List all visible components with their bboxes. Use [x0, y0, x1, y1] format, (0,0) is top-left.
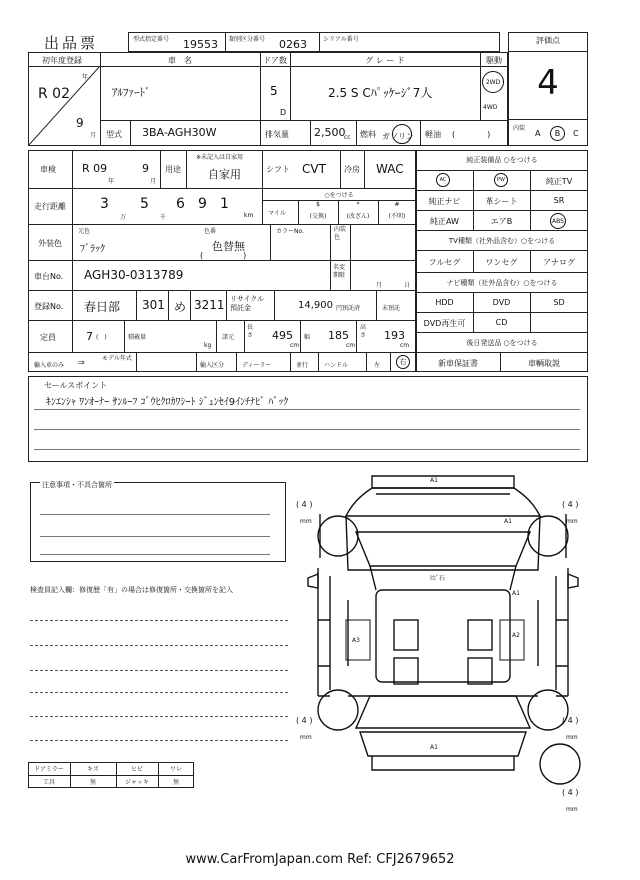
mileage-opt-tampered: (改ざん) [346, 213, 370, 220]
legend-head-mirror: ドアミラー [34, 766, 64, 773]
recycle-none: 未預託 [382, 305, 401, 312]
import-dealer: ディーラー [242, 362, 272, 369]
equip-pw-circled: PW [494, 173, 508, 187]
legend-tools: 工具 [42, 779, 55, 786]
tire-fr: ( 4 ) [562, 500, 579, 509]
equip-navi: 純正ナビ [428, 197, 461, 206]
color-label: 外装色 [38, 239, 62, 248]
tire-spare-unit: mm [566, 806, 578, 813]
load-unit: kg [204, 342, 212, 349]
first-reg-year: R 02 [38, 86, 70, 102]
interior-color-label: 内装色 [334, 226, 347, 241]
fuel-other-paren: ( ) [452, 130, 491, 139]
legend-jack-none: 無 [172, 779, 179, 786]
import-label: 輸入車のみ [34, 362, 65, 369]
damage-chip: ﾋﾋﾞ石 [430, 575, 446, 582]
use-note: ※未記入は自家用 [196, 154, 244, 161]
mileage-digit-2: 5 [140, 196, 149, 212]
chassis-value: AGH30-0313789 [84, 268, 184, 282]
ac-label: 冷房 [344, 165, 360, 174]
drive-4wd: 4WD [483, 104, 498, 111]
interior-label: 内装 [513, 125, 526, 132]
year-unit: 年 [82, 74, 89, 81]
displacement-value: 2,500 [314, 126, 346, 139]
inspection-year-unit: 年 [108, 178, 115, 185]
recycle-value: 14,900 [298, 300, 333, 311]
sales-point-label: セールスポイント [44, 381, 108, 390]
grade-name-value: 2.5 S Cﾊﾟｯｹｰｼﾞ7人 [328, 86, 433, 100]
interior-a: A [535, 129, 541, 138]
legend-tools-none: 無 [89, 779, 96, 786]
mileage-digit-3: 6 [176, 196, 185, 212]
equip-airbag: エアB [490, 217, 513, 226]
tire-rr: ( 4 ) [562, 716, 579, 725]
import-parallel: 並行 [296, 362, 309, 369]
shift-label: シフト [266, 165, 290, 174]
damage-left-a3: A3 [352, 637, 360, 644]
model-value: 3BA-AGH30W [142, 126, 217, 139]
ac-value: WAC [376, 162, 404, 176]
inspector-label: 検査員記入欄：修復歴「有」の場合は修復箇所・交換箇所を記入 [30, 586, 233, 594]
use-value: 自家用 [208, 168, 241, 181]
sales-point-text: ｷﾝｴﾝｼｬ ﾜﾝｵｰﾅｰ ｻﾝﾙｰﾌ ｺﾞｳﾋｸﾛｶﾜｼｰﾄ ｼﾞｭﾝｾｲ9ｲﾝﾁﾅﾋﾞ ﾊﾞｯｸ [46, 397, 289, 408]
chassis-label: 車台No. [34, 272, 64, 281]
mileage-opt-unknown: (不明) [388, 213, 406, 220]
height-unit: cm [400, 342, 410, 349]
doors-value: 5 [270, 84, 278, 98]
car-name-label: 車 名 [168, 56, 192, 65]
model-label: 型式 [106, 130, 122, 139]
mileage-opt-hash: # [394, 201, 400, 208]
name-change-month: 月 [376, 282, 383, 289]
width-value: 185 [328, 329, 349, 342]
serial-label: シリアル番号 [323, 36, 359, 43]
equip-leather: 革シート [485, 197, 518, 206]
notes-title: 注意事項・不具合箇所 [42, 481, 112, 489]
car-name-value: ｱﾙﾌｧｰﾄﾞ [112, 86, 151, 99]
damage-right-a1: A1 [512, 590, 520, 597]
mileage-unit-sen: 千 [160, 214, 167, 221]
rui-label: 類別区分番号 [229, 36, 266, 43]
mileage-digit-4: 9 [198, 196, 207, 212]
handle-label: ハンドル [324, 362, 349, 369]
mileage-opt-dollar: $ [316, 201, 320, 208]
capacity-paren: ( ) [96, 334, 107, 341]
displacement-unit: cc [344, 134, 351, 141]
orig-color-label: 元色 [78, 228, 91, 235]
tire-fl-unit: mm [300, 518, 312, 525]
legend-head-break: ワレ [169, 766, 182, 773]
navi-sd: SD [553, 298, 565, 307]
navi-cd: CD [495, 318, 508, 327]
drive-2wd-circled: 2WD [482, 71, 504, 93]
damage-front-a1: A1 [430, 477, 438, 484]
width-label: 幅 [304, 334, 311, 341]
kata-label: 型式指定番号 [133, 36, 170, 43]
equip-sr: SR [553, 196, 565, 205]
equipment-title: 純正装備品 ○をつける [466, 156, 538, 164]
registration-label: 登録No. [34, 302, 64, 311]
registration-class: 301 [142, 298, 165, 312]
kata-value: 19553 [183, 38, 218, 51]
inspection-label: 車検 [40, 165, 56, 174]
tv-oneseg: ワンセグ [485, 258, 518, 267]
tire-fl: ( 4 ) [296, 500, 313, 509]
tire-fr-unit: mm [566, 518, 578, 525]
shift-value: CVT [302, 162, 326, 176]
inspection-year: R 09 [82, 162, 108, 175]
registration-kana: め [174, 300, 187, 314]
legend-jack: ジャッキ [125, 779, 149, 786]
use-label: 用途 [165, 165, 181, 174]
damage-right-a2: A2 [512, 632, 520, 639]
tv-analog: アナログ [543, 258, 575, 267]
name-change-day: 日 [404, 282, 411, 289]
height-value: 193 [384, 329, 405, 342]
color-change-value: 色替無 [212, 240, 245, 253]
header-code-box [128, 32, 500, 52]
fuel-gasoline-circled: ガソリン [382, 124, 414, 143]
damage-rear-a1: A1 [430, 744, 438, 751]
length-value: 495 [272, 329, 293, 342]
mileage-opt-star: * [356, 201, 360, 208]
notes-box [30, 482, 286, 562]
tv-fullseg: フルセグ [428, 258, 461, 267]
grade-box [508, 32, 588, 146]
mileage-digit-5: 1 [220, 196, 229, 212]
color-num-label: 色番 [204, 228, 217, 235]
grade-value: 4 [537, 63, 559, 103]
import-arrow: ⇒ [78, 358, 85, 367]
mileage-unit-km: km [244, 212, 254, 219]
capacity-value: 7 [86, 330, 93, 343]
fuel-label: 燃料 [360, 130, 376, 139]
equip-ac-circled: AC [436, 173, 450, 187]
recycle-label: リサイクル預託金 [230, 295, 265, 312]
handle-right-circled: 右 [396, 355, 410, 369]
length-label: 長さ [247, 324, 254, 339]
docs-title: 後日発送品 ○をつける [466, 339, 538, 347]
doors-label: ドア数 [263, 56, 287, 65]
first-reg-month: 9 [76, 116, 84, 130]
document-title: 出品票 [44, 34, 99, 52]
recycle-unit: 円預託済 [336, 305, 361, 312]
damage-fr-a1: A1 [504, 518, 512, 525]
grade-label: 評価点 [536, 36, 560, 45]
tire-spare: ( 4 ) [562, 788, 579, 797]
specs-label: 諸元 [222, 334, 235, 341]
month-unit: 月 [90, 132, 97, 139]
first-reg-label: 初年度登録 [42, 56, 82, 65]
color-paren: ( ) [200, 251, 247, 260]
registration-number: 3211 [194, 298, 225, 312]
displacement-label: 排気量 [265, 130, 289, 139]
equip-tv: 純正TV [545, 177, 573, 186]
interior-b-circled: B [550, 126, 565, 141]
doors-type: D [280, 108, 287, 117]
colorno-label: カラーNo. [276, 228, 304, 235]
mileage-unit-man: 万 [120, 214, 127, 221]
interior-c: C [573, 129, 579, 138]
load-label: 積載量 [128, 334, 147, 341]
tire-rl-unit: mm [300, 734, 312, 741]
tv-type-title: TV種類（社外品含む）○をつける [448, 237, 556, 245]
capacity-label: 定員 [40, 333, 56, 342]
legend-head-crack: ヒビ [130, 766, 143, 773]
footer-reference: www.CarFromJapan.com Ref: CFJ2679652 [185, 852, 455, 867]
inspection-month-unit: 月 [150, 178, 157, 185]
docs-warranty: 新車保証書 [438, 359, 478, 368]
mileage-digit-1: 3 [100, 196, 109, 212]
equip-aw: 純正AW [430, 217, 459, 226]
navi-dvd: DVD [492, 298, 511, 307]
inspection-month: 9 [142, 162, 149, 175]
fuel-light-oil: 軽油 [425, 130, 441, 139]
equip-abs-circled: ABS [550, 213, 566, 229]
legend-head-scratch: キズ [87, 766, 99, 773]
grade-name-label: グ レ ー ド [365, 56, 405, 65]
mileage-opt-exchange: (交換) [309, 213, 327, 220]
docs-manual: 車輌取説 [528, 359, 560, 368]
navi-dvd-play: DVD再生可 [423, 319, 466, 328]
navi-type-title: ナビ種類（社外品含む）○をつける [446, 279, 558, 287]
import-class-label: 輸入区分 [200, 362, 225, 369]
width-unit: cm [346, 342, 356, 349]
orig-color-value: ﾌﾞﾗｯｸ [80, 244, 105, 255]
handle-left: 左 [374, 362, 381, 369]
registration-city: 春日部 [84, 300, 121, 314]
tire-rr-unit: mm [566, 734, 578, 741]
length-unit: cm [290, 342, 300, 349]
mileage-label: 走行距離 [34, 202, 66, 211]
name-change-label: 名変期限 [333, 264, 346, 279]
drive-label: 駆動 [486, 56, 502, 65]
rui-value: 0263 [279, 38, 307, 51]
mileage-circle-note: ○をつける [324, 192, 354, 199]
tire-rl: ( 4 ) [296, 716, 313, 725]
model-year-label: モデル年式 [102, 355, 132, 362]
mileage-opt-mile: マイル [268, 210, 286, 217]
car-damage-diagram [290, 470, 600, 800]
navi-hdd: HDD [435, 298, 454, 307]
height-label: 高さ [360, 324, 367, 339]
